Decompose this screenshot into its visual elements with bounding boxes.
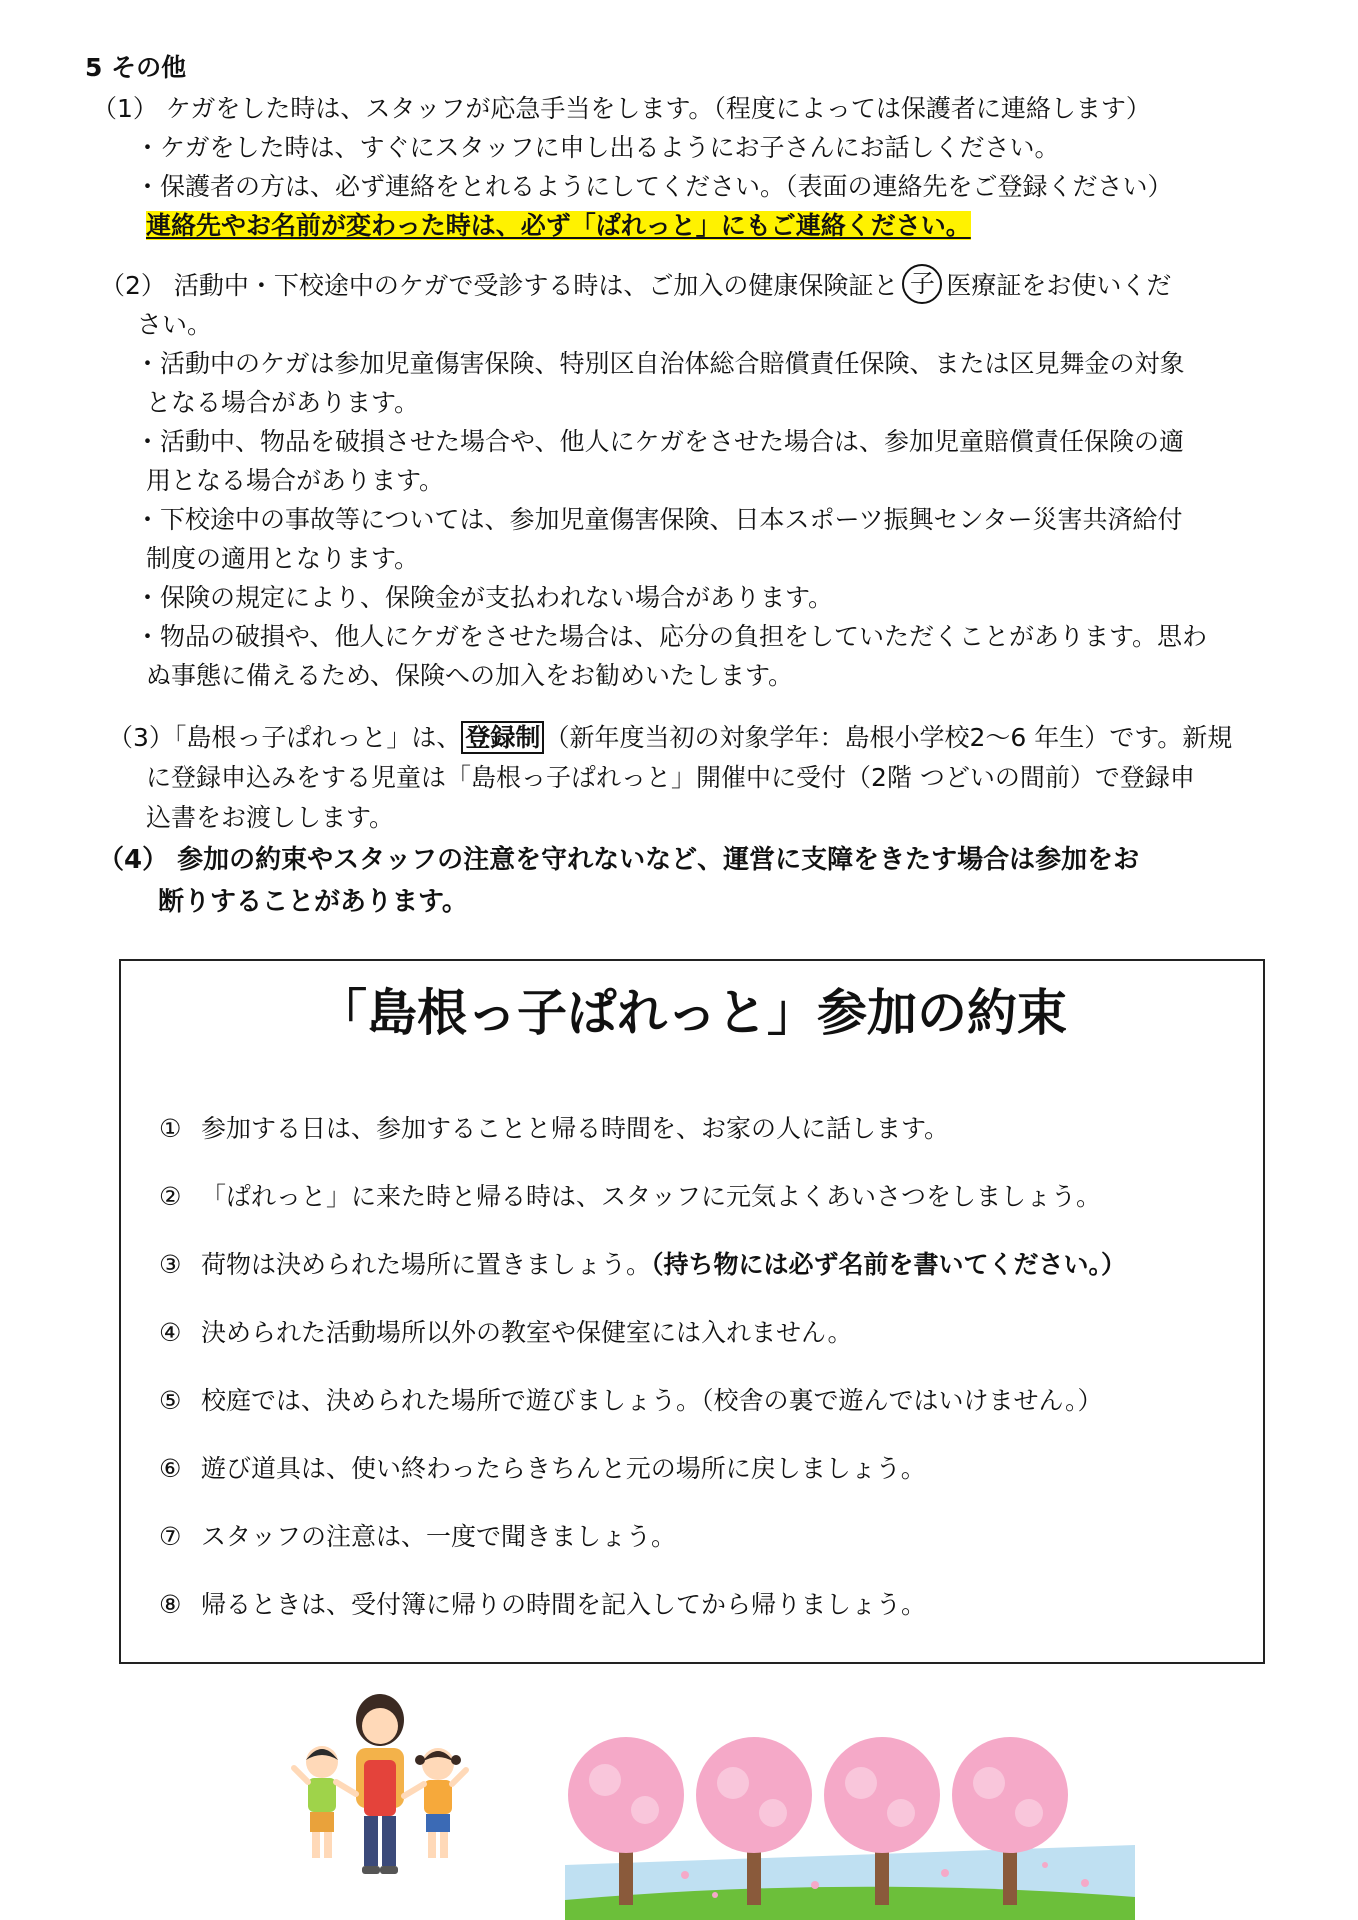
item2-heading bbox=[100, 268, 1171, 304]
rule-number: ③ bbox=[159, 1250, 182, 1279]
rule-text: 帰るときは、受付簿に帰りの時間を記入してから帰りましょう。 bbox=[201, 1590, 927, 1619]
rule-text: スタッフの注意は、一度で聞きましょう。 bbox=[201, 1522, 677, 1551]
rule-text: 校庭では、決められた場所で遊びましょう。（校舎の裏で遊んではいけません。） bbox=[201, 1386, 1103, 1415]
cherry-blossom-illustration bbox=[565, 1725, 1135, 1920]
item1-heading: （1） ケガをした時は、スタッフが応急手当をします。（程度によっては保護者に連絡します） bbox=[92, 94, 1151, 123]
item3-line: に登録申込みをする児童は「島根っ子ぱれっと」開催中に受付（2階 つどいの間前）で登録申 bbox=[146, 763, 1195, 792]
rule-item bbox=[159, 1247, 1126, 1283]
rule-number: ⑥ bbox=[159, 1454, 182, 1483]
rule-item bbox=[159, 1383, 1103, 1419]
item3-line bbox=[108, 720, 1232, 756]
item4-line: （4） 参加の約束やスタッフの注意を守れないなど、運営に支障をきたす場合は参加をお bbox=[98, 845, 1140, 875]
item3-pre: （3）「島根っ子ぱれっと」は、 bbox=[108, 723, 462, 752]
item2-heading-pre: （2） 活動中・下校途中のケガで受診する時は、ご加入の健康保険証と bbox=[100, 271, 899, 300]
rule-item bbox=[159, 1587, 926, 1623]
rule-number: ② bbox=[159, 1182, 182, 1211]
rule-number: ④ bbox=[159, 1318, 182, 1347]
item3-post: （新年度当初の対象学年：島根小学校2～6 年生）です。新規 bbox=[544, 723, 1233, 752]
staff-figure bbox=[356, 1694, 404, 1874]
item1-bullet: ・ケガをした時は、すぐにスタッフに申し出るようにお子さんにお話しください。 bbox=[135, 133, 1060, 162]
rule-text: 参加する日は、参加することと帰る時間を、お家の人に話します。 bbox=[201, 1114, 950, 1143]
rule-item bbox=[159, 1519, 676, 1555]
registration-boxed-label: 登録制 bbox=[461, 721, 544, 754]
item2-bullet: ・保険の規定により、保険金が支払われない場合があります。 bbox=[135, 583, 834, 612]
item2-bullet-cont: ぬ事態に備えるため、保険への加入をお勧めいたします。 bbox=[146, 661, 794, 690]
rule-bold-note: （持ち物には必ず名前を書いてください。） bbox=[651, 1250, 1127, 1279]
staff-and-children-illustration bbox=[290, 1690, 470, 1890]
rule-number: ① bbox=[159, 1114, 182, 1143]
item2-bullet-cont: 制度の適用となります。 bbox=[146, 544, 420, 573]
item1-bullet: ・保護者の方は、必ず連絡をとれるようにしてください。（表面の連絡先をご登録ください） bbox=[135, 172, 1173, 201]
rule-text: 決められた活動場所以外の教室や保健室には入れません。 bbox=[201, 1318, 853, 1347]
item2-bullet: ・活動中、物品を破損させた場合や、他人にケガをさせた場合は、参加児童賠償責任保険の適 bbox=[135, 427, 1185, 456]
item1-highlight bbox=[146, 208, 971, 244]
boy-figure bbox=[294, 1746, 356, 1858]
rule-number: ⑤ bbox=[159, 1386, 182, 1415]
item2-bullet: ・物品の破損や、他人にケガをさせた場合は、応分の負担をしていただくことがあります。思わ bbox=[135, 622, 1208, 651]
item2-heading-cont: さい。 bbox=[137, 310, 213, 339]
item2-bullet-cont: となる場合があります。 bbox=[146, 388, 420, 417]
section-title: 5 その他 bbox=[85, 53, 187, 82]
circled-ko-mark: 子 bbox=[902, 264, 942, 304]
item2-heading-post: 医療証をお使いくだ bbox=[946, 271, 1172, 300]
rule-item bbox=[159, 1451, 926, 1487]
rules-title: 「島根っ子ぱれっと」参加の約束 bbox=[317, 984, 1067, 1042]
item2-bullet-cont: 用となる場合があります。 bbox=[146, 466, 445, 495]
item4-line: 断りすることがあります。 bbox=[158, 887, 468, 917]
item3-line: 込書をお渡しします。 bbox=[146, 803, 395, 832]
girl-figure bbox=[404, 1748, 466, 1858]
item2-bullet: ・活動中のケガは参加児童傷害保険、特別区自治体総合賠償責任保険、または区見舞金の対象 bbox=[135, 349, 1185, 378]
rule-item bbox=[159, 1111, 949, 1147]
rule-item bbox=[159, 1315, 853, 1351]
rule-text: 遊び道具は、使い終わったらきちんと元の場所に戻しましょう。 bbox=[201, 1454, 926, 1483]
rule-text: 「ぱれっと」に来た時と帰る時は、スタッフに元気よくあいさつをしましょう。 bbox=[201, 1182, 1102, 1211]
rule-text: 荷物は決められた場所に置きましょう。 bbox=[201, 1250, 652, 1279]
rule-item bbox=[159, 1179, 1101, 1215]
rules-box bbox=[119, 959, 1265, 1664]
rule-number: ⑧ bbox=[159, 1590, 182, 1619]
item2-bullet: ・下校途中の事故等については、参加児童傷害保険、日本スポーツ振興センター災害共済給付 bbox=[135, 505, 1183, 534]
rule-number: ⑦ bbox=[159, 1522, 182, 1551]
highlight-text: 連絡先やお名前が変わった時は、必ず「ぱれっと」にもご連絡ください。 bbox=[146, 211, 971, 240]
